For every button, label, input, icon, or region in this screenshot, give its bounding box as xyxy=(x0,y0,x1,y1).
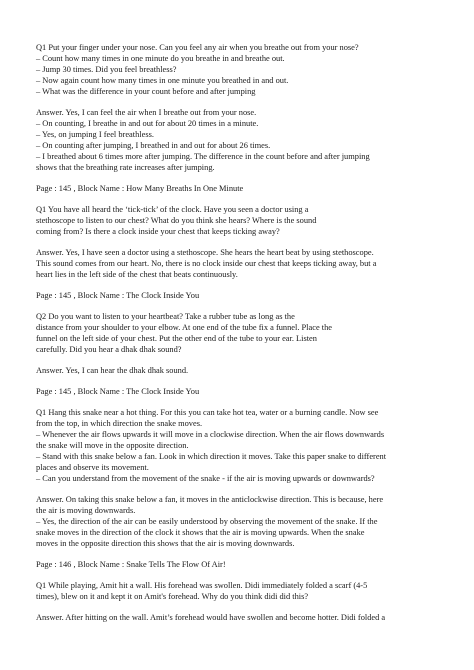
text-line: – Whenever the air flows upwards it will move in a clockwise direction. When the air flows downwards xyxy=(36,430,385,439)
text-line: from the top, in which direction the snake moves. xyxy=(36,419,203,428)
question-paragraph xyxy=(36,407,444,484)
text-line: Q1 Put your finger under your nose. Can you feel any air when you breathe out from your nose? xyxy=(36,43,359,52)
question-paragraph xyxy=(36,580,444,602)
text-line: – Can you understand from the movement of the snake - if the air is moving upwards or downwards? xyxy=(36,474,375,483)
block-reference xyxy=(36,386,444,397)
text-line: times), blew on it and kept it on Amit's forehead. Why do you think didi did this? xyxy=(36,592,309,601)
text-line: distance from your shoulder to your elbow. At one end of the tube fix a funnel. Place the xyxy=(36,323,332,332)
question-paragraph xyxy=(36,42,444,97)
text-line: Page : 146 , Block Name : Snake Tells The Flow Of Air! xyxy=(36,560,226,569)
text-line: – Stand with this snake below a fan. Look in which direction it moves. Take this paper snake to different xyxy=(36,452,387,461)
text-line: the snake will move in the opposite direction. xyxy=(36,441,189,450)
text-line: Answer. Yes, I can hear the dhak dhak sound. xyxy=(36,366,189,375)
question-paragraph xyxy=(36,204,444,237)
question-paragraph xyxy=(36,311,444,355)
text-line: Answer. Yes, I have seen a doctor using a stethoscope. She hears the heart beat by using stethoscope. xyxy=(36,248,374,257)
answer-paragraph xyxy=(36,107,444,173)
text-line: carefully. Did you hear a dhak dhak sound? xyxy=(36,345,182,354)
text-line: This sound comes from our heart. No, there is no clock inside our chest that keeps ticking away, but a xyxy=(36,259,377,268)
text-line: Q1 While playing, Amit hit a wall. His forehead was swollen. Didi immediately folded a scarf (4-5 xyxy=(36,581,368,590)
text-line: places and observe its movement. xyxy=(36,463,149,472)
answer-paragraph xyxy=(36,247,444,280)
text-line: – Yes, the direction of the air can be easily understood by observing the movement of the snake. If the xyxy=(36,517,378,526)
text-line: shows that the breathing rate increases after jumping. xyxy=(36,163,215,172)
text-line: – On counting, I breathe in and out for about 20 times in a minute. xyxy=(36,119,259,128)
text-line: – Count how many times in one minute do you breathe in and breathe out. xyxy=(36,54,285,63)
text-line: coming from? Is there a clock inside your chest that keeps ticking away? xyxy=(36,227,280,236)
block-reference xyxy=(36,183,444,194)
text-line: – Jump 30 times. Did you feel breathless? xyxy=(36,65,177,74)
text-line: – Now again count how many times in one minute you breathed in and out. xyxy=(36,76,289,85)
text-line: funnel on the left side of your chest. Put the other end of the tube to your ear. Listen xyxy=(36,334,317,343)
text-line: – Yes, on jumping I feel breathless. xyxy=(36,130,154,139)
text-line: Q1 Hang this snake near a hot thing. For this you can take hot tea, water or a burning candle. Now see xyxy=(36,408,379,417)
text-line: Q1 You have all heard the ‘tick-tick’ of the clock. Have you seen a doctor using a xyxy=(36,205,309,214)
text-line: – What was the difference in your count before and after jumping xyxy=(36,87,256,96)
text-line: Answer. On taking this snake below a fan, it moves in the anticlockwise direction. This is because, here xyxy=(36,495,384,504)
text-line: Answer. After hitting on the wall. Amit’s forehead would have swollen and become hotter. Didi folded a xyxy=(36,613,386,622)
text-line: – I breathed about 6 times more after jumping. The difference in the count before and after jumping xyxy=(36,152,370,161)
text-line: Page : 145 , Block Name : The Clock Inside You xyxy=(36,387,200,396)
text-line: stethoscope to listen to our chest? What do you think she hears? Where is the sound xyxy=(36,216,317,225)
text-line: Answer. Yes, I can feel the air when I breathe out from your nose. xyxy=(36,108,257,117)
block-reference xyxy=(36,559,444,570)
answer-paragraph xyxy=(36,494,444,549)
text-line: Q2 Do you want to listen to your heartbeat? Take a rubber tube as long as the xyxy=(36,312,295,321)
text-line: – On counting after jumping, I breathed in and out for about 26 times. xyxy=(36,141,271,150)
answer-paragraph xyxy=(36,365,444,376)
text-line: Page : 145 , Block Name : How Many Breaths In One Minute xyxy=(36,184,244,193)
text-line: moves in the opposite direction this shows that the air is moving downwards. xyxy=(36,539,295,548)
text-line: Page : 145 , Block Name : The Clock Inside You xyxy=(36,291,200,300)
text-line: snake moves in the direction of the clock it shows that the air is moving upwards. When the snake xyxy=(36,528,365,537)
text-line: heart lies in the left side of the chest that beats continuously. xyxy=(36,270,238,279)
block-reference xyxy=(36,290,444,301)
text-line: the air is moving downwards. xyxy=(36,506,136,515)
answer-paragraph xyxy=(36,612,444,623)
